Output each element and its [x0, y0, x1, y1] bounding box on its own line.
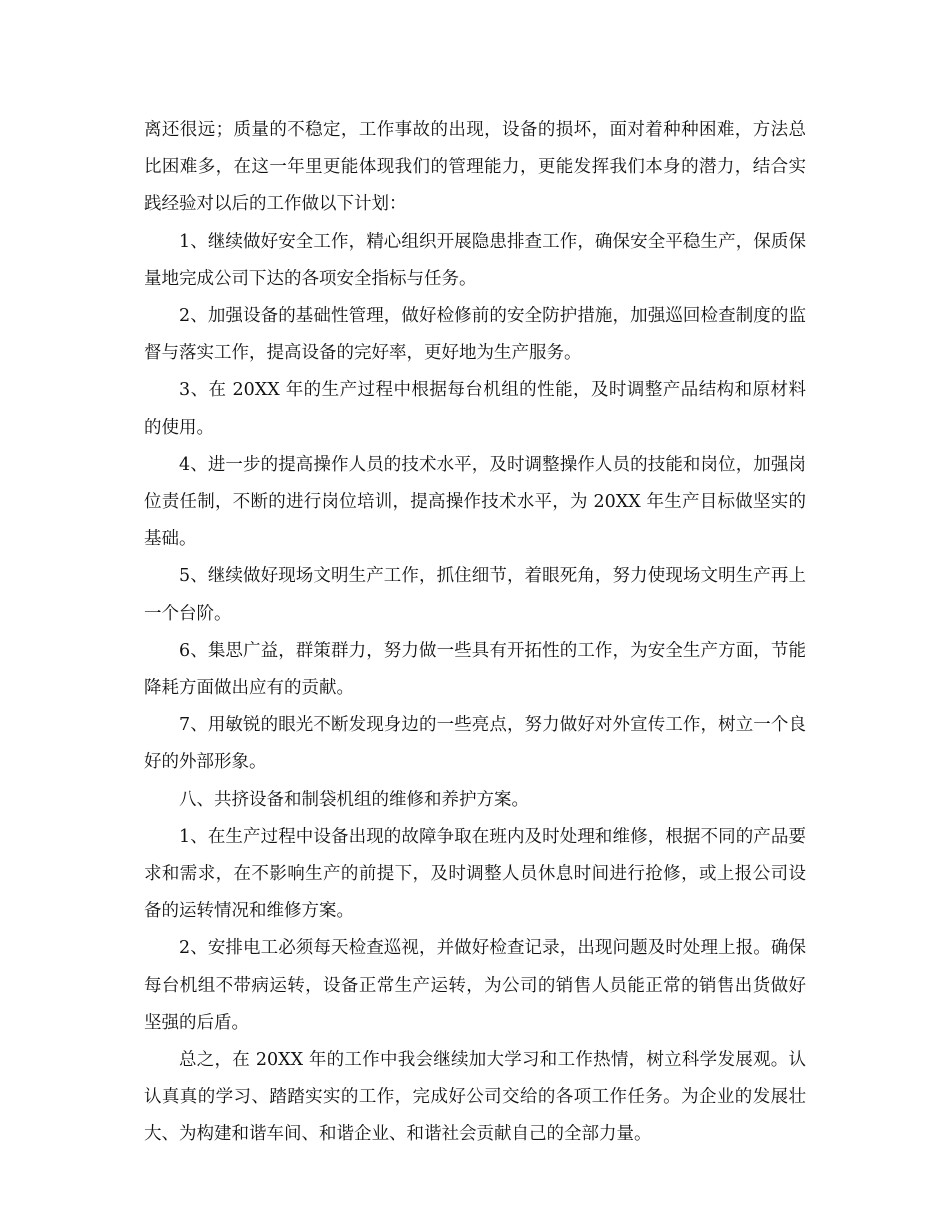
paragraph-plan-item-7: 7、用敏锐的眼光不断发现身边的一些亮点，努力做好对外宣传工作，树立一个良好的外部形象。: [144, 715, 806, 773]
paragraph-maintenance-item-2: 2、安排电工必须每天检查巡视，并做好检查记录，出现问题及时处理上报。确保每台机组不带病运转，设备正常生产运转，为公司的销售人员能正常的销售出货做好坚强的后盾。: [144, 938, 806, 1033]
document-page: [144, 112, 806, 1154]
paragraph-plan-item-1: 1、继续做好安全工作，精心组织开展隐患排查工作，确保安全平稳生产，保质保量地完成公司下达的各项安全指标与任务。: [144, 231, 806, 289]
paragraph-plan-item-4: 4、进一步的提高操作人员的技术水平，及时调整操作人员的技能和岗位，加强岗位责任制，不断的进行岗位培训，提高操作技术水平，为 20XX 年生产目标做坚实的基础。: [144, 454, 806, 550]
section-heading-maintenance: 八、共挤设备和制袋机组的维修和养护方案。: [179, 789, 529, 810]
paragraph-maintenance-item-1: 1、在生产过程中设备出现的故障争取在班内及时处理和维修，根据不同的产品要求和需求，在不影响生产的前提下，及时调整人员休息时间进行抢修，或上报公司设备的运转情况和维修方案。: [144, 826, 806, 922]
paragraph-plan-item-3: 3、在 20XX 年的生产过程中根据每台机组的性能，及时调整产品结构和原材料的使用。: [144, 380, 806, 438]
paragraph-plan-item-6: 6、集思广益，群策群力，努力做一些具有开拓性的工作，为安全生产方面，节能降耗方面做出应有的贡献。: [144, 640, 806, 699]
paragraph-plan-item-2: 2、加强设备的基础性管理，做好检修前的安全防护措施，加强巡回检查制度的监督与落实工作，提高设备的完好率，更好地为生产服务。: [144, 306, 806, 364]
paragraph-conclusion: 总之，在 20XX 年的工作中我会继续加大学习和工作热情，树立科学发展观。认认真真的学习、踏踏实实的工作，完成好公司交给的各项工作任务。为企业的发展壮大、为构建和谐车间、和谐企业、和谐社会贡献自己的全部力量。: [144, 1050, 806, 1145]
paragraph-continuation: 离还很远；质量的不稳定，工作事故的出现，设备的损坏，面对着种种困难，方法总比困难多，在这一年里更能体现我们的管理能力，更能发挥我们本身的潜力，结合实践经验对以后的工作做以下计划：: [144, 120, 806, 215]
paragraph-plan-item-5: 5、继续做好现场文明生产工作，抓住细节，着眼死角，努力使现场文明生产再上一个台阶。: [144, 566, 806, 624]
